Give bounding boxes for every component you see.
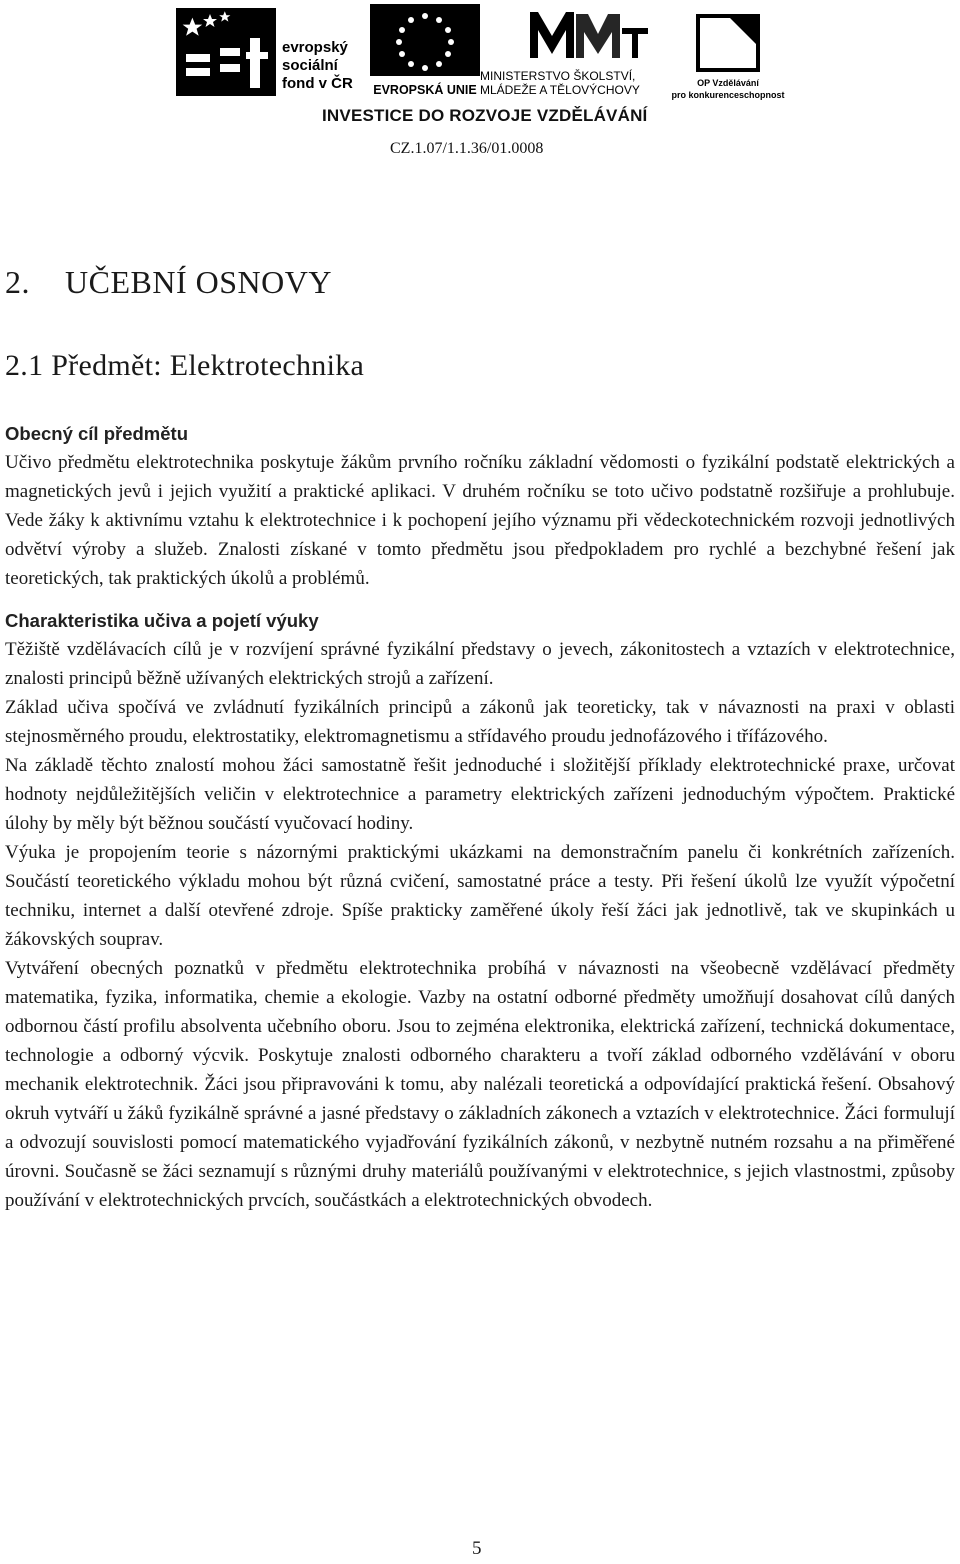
chapter-heading	[5, 262, 955, 302]
chapter-title: UČEBNÍ OSNOVY	[65, 264, 332, 300]
msmt-caption-1: MINISTERSTVO ŠKOLSTVÍ,	[480, 69, 636, 83]
project-code: CZ.1.07/1.1.36/01.0008	[390, 140, 544, 157]
funding-banner: INVESTICE DO ROZVOJE VZDĚLÁVÁNÍ	[322, 106, 648, 125]
subject-heading: 2.1 Předmět: Elektrotechnika	[5, 349, 365, 382]
section-heading: Obecný cíl předmětu	[5, 423, 188, 444]
msmt-caption-2: MLÁDEŽE A TĚLOVÝCHOVY	[480, 83, 640, 97]
document-body	[5, 262, 955, 1215]
section-paragraph: Vytváření obecných poznatků v předmětu elektrotechnika probíhá v návaznosti na všeobecně vzdělávací předměty matematika, fyzika, informatika, chemie a ekologie. Vazby na ostatní odborné předměty umožňují dosahovat cílů daných odbornou částí profilu absolventa učebního oboru. Jsou to zejména elektronika, elektrická zařízení, technická dokumentace, technologie a odborný výcvik. Poskytuje znalosti odborného charakteru a tvoří základ odborného vzdělávání v oboru mechanik elektrotechnik. Žáci jsou připravováni k tomu, aby nalézali teoretická a odpovídající praktická řešení. Obsahový okruh vytváří u žáků fyzikálně správné a jasné představy o základních zákonech a vztazích v elektrotechnice. Žáci formulují a odvozují souvislosti pomocí matematického vyjadřování fyzikálních zákonů, v nezbytně nutném rozsahu a na přiměřené úrovni. Současně se žáci seznamují s různými druhy materiálů používanými v elektrotechnice, s jejich vlastnostmi, způsoby používání v elektrotechnických prvcích, součástkách a elektrotechnických obvodech.	[5, 958, 955, 1211]
msmt-logo	[480, 8, 660, 104]
section-paragraph: Učivo předmětu elektrotechnika poskytuje žákům prvního ročníku základní vědomosti o fyzikální podstatě elektrických a magnetických jevů i jejich využití a praktické aplikaci. V druhém ročníku se toto učivo podstatně rozšiřuje a prohlubuje. Vede žáky k aktivnímu vztahu k elektrotechnice i k pochopení jejího významu při vědeckotechnickém rozvoji jednotlivých odvětví výroby a služeb. Znalosti získané v tomto předmětu jsou předpokladem pro rychlé a bezchybné řešení jak teoretických, tak praktických úkolů a problémů.	[5, 452, 955, 589]
esf-caption-2: sociální	[282, 57, 338, 74]
esf-caption-1: evropský	[282, 39, 348, 56]
esf-logo	[176, 8, 366, 96]
section-paragraph: Výuka je propojením teorie s názornými praktickými ukázkami na demonstračním panelu či konkrétních zařízeních. Součástí teoretického výkladu mohou být různá cvičení, samostatné práce a testy. Při řešení úkolů lze využít výpočetní techniku, internet a další otevřené zdroje. Spíše prakticky zaměřené úkoly řeší žáci jak jednotlivě, tak ve skupinkách u žákovských souprav.	[5, 842, 955, 950]
eu-logo	[370, 4, 480, 100]
op-caption-1: OP Vzdělávání	[697, 78, 759, 88]
chapter-number: 2.	[5, 264, 30, 300]
esf-caption-3: fond v ČR	[282, 75, 353, 92]
page-number: 5	[472, 1538, 482, 1559]
op-logo	[668, 10, 788, 102]
section-paragraph: Těžiště vzdělávacích cílů je v rozvíjení správné fyzikální představy o jevech, zákonitostech a vztazích v elektrotechnice, znalosti principů běžně užívaných elektrických strojů a zařízení.	[5, 639, 955, 689]
section-heading: Charakteristika učiva a pojetí výuky	[5, 610, 319, 631]
section-paragraph: Základ učiva spočívá ve zvládnutí fyzikálních principů a zákonů jak teoreticky, tak v návaznosti na praxi v oblasti stejnosměrného proudu, elektrostatiky, elektromagnetismu a střídavého proudu jednofázového i třífázového.	[5, 697, 955, 747]
eu-caption: EVROPSKÁ UNIE	[373, 83, 477, 97]
section-paragraph: Na základě těchto znalostí mohou žáci samostatně řešit jednoduché i složitější příklady elektrotechnické praxe, určovat hodnoty nejdůležitějších veličin v elektrotechnice a parametry elektrických zařízeni jednoduchým výpočtem. Praktické úlohy by měly být běžnou součástí vyučovací hodiny.	[5, 755, 955, 834]
header-logos	[0, 0, 960, 170]
section-general-goal	[5, 419, 955, 593]
op-caption-2: pro konkurenceschopnost	[671, 90, 785, 100]
section-characteristics	[5, 606, 955, 1215]
